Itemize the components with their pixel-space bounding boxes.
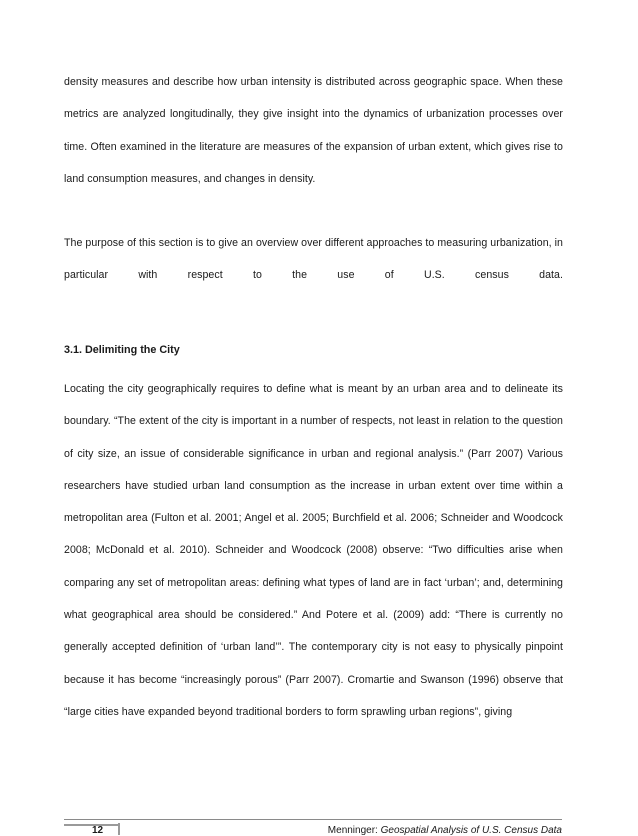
paragraph-section-purpose: The purpose of this section is to give an overview over different approaches to measuring urbanization, in particular with respect to the use of U.S. census data. [64, 237, 563, 282]
paragraph-delimiting-city: Locating the city geographically requires to define what is meant by an urban area and to delineate its boundary. “The extent of the city is important in a number of respects, not least in relation to the question of city size, an issue of considerable significance in urban and regional analysis.” (Parr 2007) Various researchers have studied urban land consumption as the increase in urban extent over time within a metropolitan area (Fulton et al. 2001; Angel et al. 2005; Burchfield et al. 2006; Schneider and Woodcock 2008; McDonald et al. 2010). Schneider and Woodcock (2008) observe: “Two difficulties arise when comparing any set of metropolitan areas: defining what types of land are in fact ‘urban’; and, determining what geographical area should be considered.” And Potere et al. (2009) add: “There is currently no generally accepted definition of ‘urban land’”. The contemporary city is not easy to physically pinpoint because it has become “increasingly porous” (Parr 2007). Cromartie and Swanson (1996) observe that “large cities have expanded beyond traditional borders to form sprawling urban regions”, giving [64, 383, 563, 718]
footer-title: Geospatial Analysis of U.S. Census Data [380, 825, 562, 836]
footer-author: Menninger: [327, 825, 381, 836]
paragraph-density-measures: density measures and describe how urban intensity is distributed across geographic space. When these metrics are analyzed longitudinally, they give insight into the dynamics of urbanization processes over time. Often examined in the literature are measures of the expansion of urban extent, which gives rise to land consumption measures, and changes in density. [64, 76, 563, 185]
section-heading: 3.1. Delimiting the City [64, 344, 180, 356]
running-footer [328, 825, 562, 836]
page-number: 12 [92, 825, 104, 836]
footer-divider [64, 819, 562, 820]
footer-separator [118, 823, 120, 835]
